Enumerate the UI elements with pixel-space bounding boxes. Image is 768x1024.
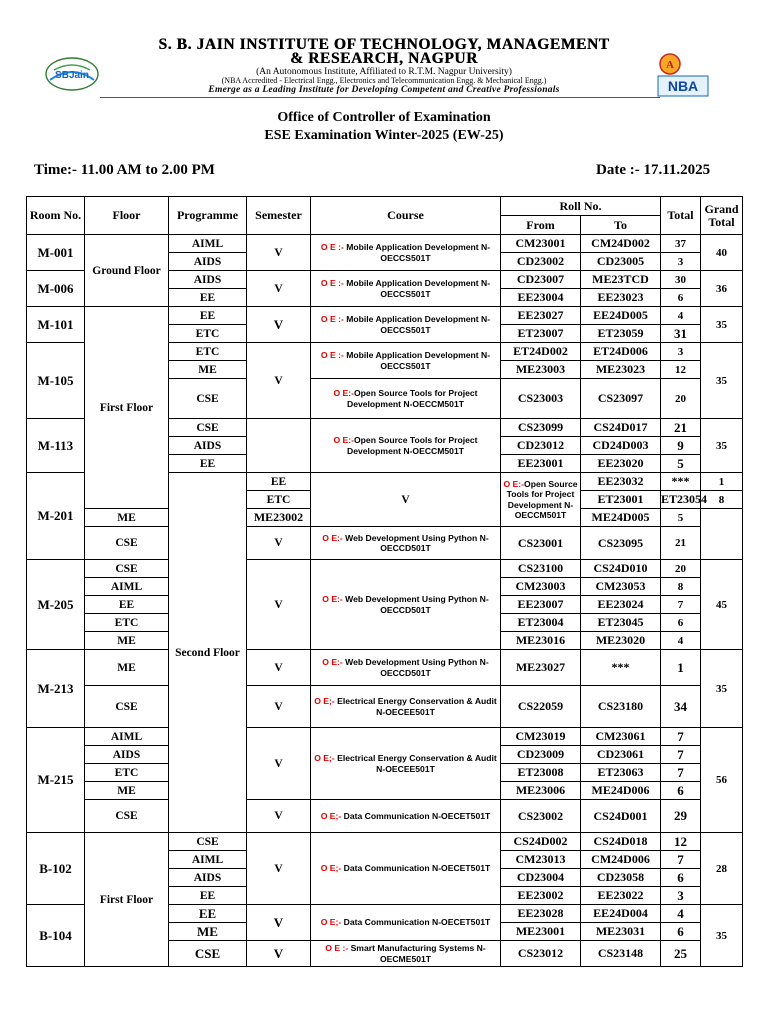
- grand-total: 56: [701, 728, 743, 833]
- room-number: M-205: [27, 560, 85, 650]
- roll-to: CS24D010: [581, 560, 661, 578]
- row-total: 21: [661, 419, 701, 437]
- grand-total: 35: [701, 307, 743, 343]
- room-number: M-101: [27, 307, 85, 343]
- course-cell: O E;- Data Communication N-OECET501T: [311, 833, 501, 905]
- programme: ETC: [247, 491, 311, 509]
- table-row: [27, 833, 743, 851]
- table-row: [27, 560, 743, 578]
- course-cell: O E:- Web Development Using Python N-OECCD501T: [311, 527, 501, 560]
- roll-to: CS23095: [581, 527, 661, 560]
- table-row: [27, 235, 743, 253]
- roll-from: ME23002: [247, 509, 311, 527]
- row-total: 1: [701, 473, 743, 491]
- roll-from: EE23007: [501, 596, 581, 614]
- programme: ME: [169, 923, 247, 941]
- room-number: M-105: [27, 343, 85, 419]
- programme: EE: [169, 887, 247, 905]
- course-cell: O E :- Mobile Application Development N-OECCS501T: [311, 271, 501, 307]
- grand-total: 35: [701, 419, 743, 473]
- row-total: 37: [661, 235, 701, 253]
- floor-label: Ground Floor: [85, 235, 169, 307]
- accreditation-text: (NBA Accredited - Electrical Engg., Electronics and Telecommunication Engg. & Mechanical Engg.): [221, 76, 547, 85]
- col-total: Total: [661, 197, 701, 235]
- roll-from: CS23100: [501, 560, 581, 578]
- programme: EE: [247, 473, 311, 491]
- header-divider: [100, 97, 660, 98]
- roll-from: ME23006: [501, 782, 581, 800]
- roll-to: CM23053: [581, 578, 661, 596]
- institute-motto: Emerge as a Leading Institute for Developing Competent and Creative Professionals: [208, 85, 560, 95]
- programme: AIDS: [169, 437, 247, 455]
- grand-total: 28: [701, 833, 743, 905]
- roll-to: ***: [661, 473, 701, 491]
- col-course: Course: [311, 197, 501, 235]
- semester: V: [247, 307, 311, 343]
- table-row: [27, 800, 743, 833]
- row-total: 3: [661, 887, 701, 905]
- row-total: 9: [661, 437, 701, 455]
- row-total: 30: [661, 271, 701, 289]
- roll-to: CS23148: [581, 941, 661, 967]
- roll-from: CS23001: [501, 527, 581, 560]
- semester: V: [247, 941, 311, 967]
- svg-text:A: A: [666, 59, 674, 71]
- roll-to: EE24D005: [581, 307, 661, 325]
- course-cell: O E :- Mobile Application Development N-OECCS501T: [311, 235, 501, 271]
- seating-table: [26, 196, 743, 967]
- course-cell: O E;- Data Communication N-OECET501T: [311, 800, 501, 833]
- row-total: 7: [661, 596, 701, 614]
- roll-to: CS23180: [581, 686, 661, 728]
- course-cell: O E;- Data Communication N-OECET501T: [311, 905, 501, 941]
- roll-to: ***: [581, 650, 661, 686]
- roll-to: CS24D001: [581, 800, 661, 833]
- exam-time: Time:- 11.00 AM to 2.00 PM: [34, 162, 215, 178]
- course-cell: O E:-Open Source Tools for Project Development N-OECCM501T: [311, 379, 501, 419]
- course-cell: O E :- Mobile Application Development N-OECCS501T: [311, 343, 501, 379]
- programme: ETC: [85, 614, 169, 632]
- roll-from: CS23012: [501, 941, 581, 967]
- roll-to: CS24D018: [581, 833, 661, 851]
- grand-total: 40: [701, 235, 743, 271]
- roll-from: ME23003: [501, 361, 581, 379]
- roll-from: ET23001: [581, 491, 661, 509]
- table-row: [27, 307, 743, 325]
- naac-nba-logo-icon: [652, 52, 714, 98]
- row-total: 5: [661, 509, 701, 527]
- roll-from: EE23004: [501, 289, 581, 307]
- row-total: 7: [661, 764, 701, 782]
- row-total: 31: [661, 325, 701, 343]
- roll-from: CS22059: [501, 686, 581, 728]
- col-programme: Programme: [169, 197, 247, 235]
- room-number: B-102: [27, 833, 85, 905]
- col-grand-total: Grand Total: [701, 197, 743, 235]
- programme: AIDS: [169, 253, 247, 271]
- programme: AIML: [85, 578, 169, 596]
- table-row: [27, 527, 743, 560]
- semester: V: [247, 527, 311, 560]
- programme: CSE: [169, 833, 247, 851]
- grand-total: 36: [701, 271, 743, 307]
- row-total: 8: [701, 491, 743, 509]
- row-total: 6: [661, 614, 701, 632]
- programme: ME: [85, 509, 169, 527]
- room-number: M-001: [27, 235, 85, 271]
- programme: ETC: [85, 764, 169, 782]
- programme: ME: [85, 782, 169, 800]
- table-row: [27, 686, 743, 728]
- programme: ME: [85, 632, 169, 650]
- programme: AIDS: [169, 271, 247, 289]
- roll-to: ME24D006: [581, 782, 661, 800]
- programme: CSE: [85, 560, 169, 578]
- roll-from: ME23001: [501, 923, 581, 941]
- svg-text:SBJain: SBJain: [55, 70, 89, 81]
- roll-from: CM23001: [501, 235, 581, 253]
- programme: ETC: [169, 343, 247, 361]
- roll-from: EE23027: [501, 307, 581, 325]
- roll-to: EE23020: [581, 455, 661, 473]
- roll-from: CS23003: [501, 379, 581, 419]
- course-cell: O E:- Web Development Using Python N-OECCD501T: [311, 650, 501, 686]
- row-total: 25: [661, 941, 701, 967]
- roll-from: CM23003: [501, 578, 581, 596]
- semester: V: [247, 650, 311, 686]
- roll-to: CM23061: [581, 728, 661, 746]
- roll-from: CS24D002: [501, 833, 581, 851]
- affiliation-text: (An Autonomous Institute, Affiliated to R.T.M. Nagpur University): [256, 67, 512, 77]
- semester: V: [247, 560, 311, 650]
- semester: V: [247, 235, 311, 271]
- roll-to: ET23059: [581, 325, 661, 343]
- roll-from: CD23004: [501, 869, 581, 887]
- row-total: 6: [661, 869, 701, 887]
- programme: EE: [169, 455, 247, 473]
- roll-to: ME23023: [581, 361, 661, 379]
- row-total: 12: [661, 833, 701, 851]
- grand-total: 35: [701, 343, 743, 419]
- room-number: M-006: [27, 271, 85, 307]
- roll-to: CD23058: [581, 869, 661, 887]
- row-total: 4: [661, 632, 701, 650]
- semester: V: [247, 833, 311, 905]
- grand-total: 35: [701, 650, 743, 728]
- programme: CSE: [169, 419, 247, 437]
- roll-to: CD23061: [581, 746, 661, 764]
- grand-total: 45: [701, 560, 743, 650]
- row-total: 5: [661, 455, 701, 473]
- roll-to: EE23022: [581, 887, 661, 905]
- roll-from: CM23013: [501, 851, 581, 869]
- programme: AIML: [169, 851, 247, 869]
- course-cell: O E;- Electrical Energy Conservation & Audit N-OECEE501T: [311, 686, 501, 728]
- programme: AIDS: [169, 869, 247, 887]
- roll-to: ME24D005: [581, 509, 661, 527]
- course-cell: O E :- Mobile Application Development N-OECCS501T: [311, 307, 501, 343]
- row-total: 6: [661, 289, 701, 307]
- row-total: 6: [661, 782, 701, 800]
- row-total: 1: [661, 650, 701, 686]
- roll-to: CD23005: [581, 253, 661, 271]
- programme: EE: [169, 905, 247, 923]
- floor-label: Second Floor: [169, 473, 247, 833]
- row-total: 3: [661, 343, 701, 361]
- course-cell: O E:-Open Source Tools for Project Development N-OECCM501T: [311, 419, 501, 473]
- programme: CSE: [85, 686, 169, 728]
- col-room: Room No.: [27, 197, 85, 235]
- roll-from: ME23016: [501, 632, 581, 650]
- row-total: 3: [661, 253, 701, 271]
- letterhead: [0, 0, 768, 110]
- programme: CSE: [169, 379, 247, 419]
- row-total: 4: [661, 307, 701, 325]
- roll-from: CD23002: [501, 253, 581, 271]
- roll-from: CD23012: [501, 437, 581, 455]
- semester: V: [247, 728, 311, 800]
- row-total: 7: [661, 728, 701, 746]
- col-semester: Semester: [247, 197, 311, 235]
- roll-to: EE24D004: [581, 905, 661, 923]
- roll-from: EE23032: [581, 473, 661, 491]
- roll-to: ME23TCD: [581, 271, 661, 289]
- row-total: 4: [661, 905, 701, 923]
- room-number: M-201: [27, 473, 85, 560]
- office-heading: Office of Controller of Examination ESE Examination Winter-2025 (EW-25): [264, 110, 504, 143]
- roll-from: CM23019: [501, 728, 581, 746]
- course-cell: O E:- Web Development Using Python N-OECCD501T: [311, 560, 501, 650]
- programme: EE: [169, 307, 247, 325]
- room-number: B-104: [27, 905, 85, 967]
- roll-to: ET23054: [661, 491, 701, 509]
- roll-from: ET23008: [501, 764, 581, 782]
- room-number: M-113: [27, 419, 85, 473]
- roll-to: ME23031: [581, 923, 661, 941]
- programme: EE: [169, 289, 247, 307]
- roll-from: CD23007: [501, 271, 581, 289]
- roll-from: ET23004: [501, 614, 581, 632]
- programme: AIML: [169, 235, 247, 253]
- roll-to: EE23023: [581, 289, 661, 307]
- row-total: 6: [661, 923, 701, 941]
- roll-to: ET24D006: [581, 343, 661, 361]
- col-to: To: [581, 216, 661, 235]
- programme: ME: [169, 361, 247, 379]
- row-total: 21: [661, 527, 701, 560]
- row-total: 7: [661, 851, 701, 869]
- programme: CSE: [85, 527, 169, 560]
- programme: CSE: [169, 941, 247, 967]
- row-total: 34: [661, 686, 701, 728]
- col-floor: Floor: [85, 197, 169, 235]
- course-cell: O E;- Electrical Energy Conservation & Audit N-OECEE501T: [311, 728, 501, 800]
- roll-from: CD23009: [501, 746, 581, 764]
- table-row: [27, 728, 743, 746]
- room-number: M-215: [27, 728, 85, 833]
- row-total: 29: [661, 800, 701, 833]
- programme: AIML: [85, 728, 169, 746]
- course-cell: O E:-Open Source Tools for Project Development N-OECCM501T: [501, 473, 581, 527]
- grand-total: 35: [701, 905, 743, 967]
- col-roll: Roll No.: [501, 197, 661, 216]
- col-from: From: [501, 216, 581, 235]
- semester: [247, 419, 311, 473]
- roll-to: CM24D002: [581, 235, 661, 253]
- roll-from: CS23002: [501, 800, 581, 833]
- row-total: 8: [661, 578, 701, 596]
- exam-date: Date :- 17.11.2025: [596, 162, 711, 178]
- roll-to: CM24D006: [581, 851, 661, 869]
- programme: CSE: [85, 800, 169, 833]
- roll-to: CD24D003: [581, 437, 661, 455]
- semester: V: [247, 343, 311, 419]
- roll-from: ME23027: [501, 650, 581, 686]
- semester: V: [311, 473, 501, 527]
- roll-to: ET23063: [581, 764, 661, 782]
- row-total: 12: [661, 361, 701, 379]
- programme: ETC: [169, 325, 247, 343]
- course-cell: O E :- Smart Manufacturing Systems N-OECME501T: [311, 941, 501, 967]
- table-row: [27, 650, 743, 686]
- programme: EE: [85, 596, 169, 614]
- roll-to: CS23097: [581, 379, 661, 419]
- row-total: 20: [661, 379, 701, 419]
- semester: V: [247, 686, 311, 728]
- programme: ME: [85, 650, 169, 686]
- row-total: 7: [661, 746, 701, 764]
- roll-to: EE23024: [581, 596, 661, 614]
- roll-from: CS23099: [501, 419, 581, 437]
- semester: V: [247, 905, 311, 941]
- svg-text:NBA: NBA: [667, 78, 699, 94]
- roll-from: EE23028: [501, 905, 581, 923]
- roll-from: EE23002: [501, 887, 581, 905]
- room-number: M-213: [27, 650, 85, 728]
- roll-from: ET24D002: [501, 343, 581, 361]
- semester: V: [247, 800, 311, 833]
- programme: AIDS: [85, 746, 169, 764]
- floor-label: First Floor: [85, 307, 169, 509]
- roll-to: ET23045: [581, 614, 661, 632]
- row-total: 20: [661, 560, 701, 578]
- institute-name: S. B. JAIN INSTITUTE OF TECHNOLOGY, MANAGEMENT & RESEARCH, NAGPUR: [158, 36, 610, 67]
- floor-label: First Floor: [85, 833, 169, 967]
- roll-to: ME23020: [581, 632, 661, 650]
- semester: V: [247, 271, 311, 307]
- roll-from: EE23001: [501, 455, 581, 473]
- roll-from: ET23007: [501, 325, 581, 343]
- roll-to: CS24D017: [581, 419, 661, 437]
